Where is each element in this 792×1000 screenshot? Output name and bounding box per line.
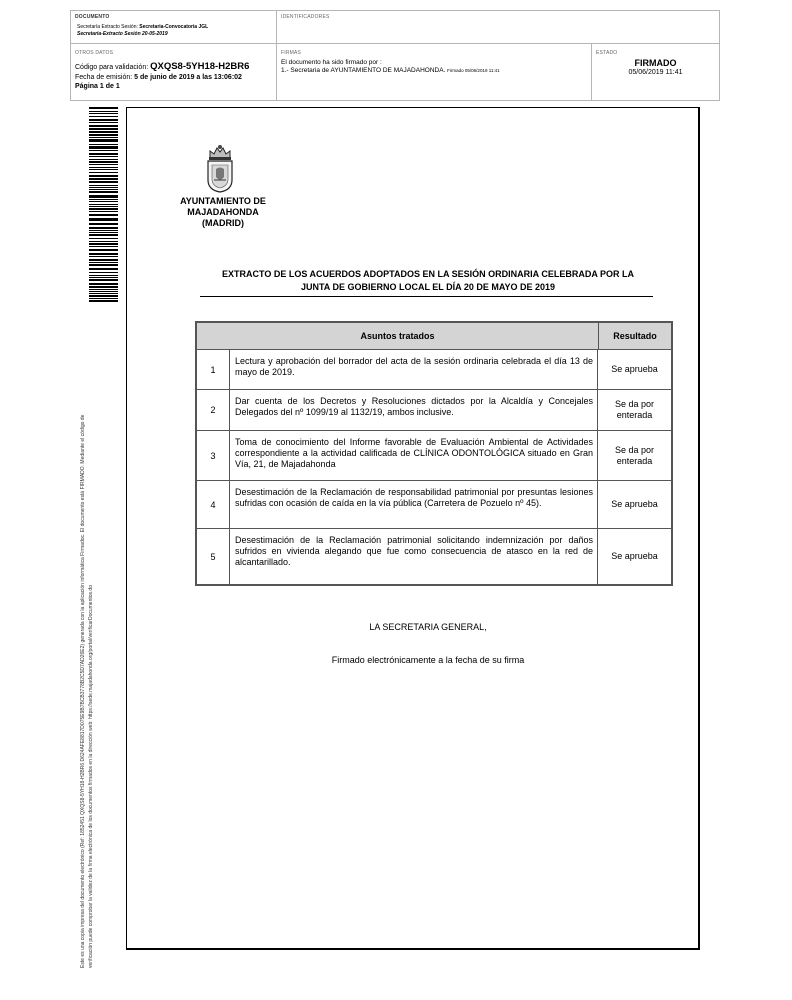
firmas-line1: El documento ha sido firmado por : [281,59,382,66]
barcode-bar [89,195,118,198]
documento-line2: Secretaria-Extracto Sesión 20-05-2019 [77,31,168,37]
barcode-bar [89,243,118,245]
barcode-bar [89,223,118,225]
barcode-bar [89,167,118,168]
estado-label: ESTADO [596,50,618,56]
barcode-bar [89,214,118,216]
org-line2: MAJADAHONDA [187,207,259,217]
header-otros-box [70,43,277,101]
row-text: Desestimación de la Reclamación patrimonial solicitando indemnización por daños sufridos en vivienda alegando que fue como consecuencia de atasco en la red de alcantarillado. [230,529,598,584]
barcode-bar [89,159,118,160]
row-result: Se aprueba [611,364,658,374]
barcode [89,107,118,303]
documento-line1: Secretaría Extracto Sesión: Secretaria-Convocatoria JGL [77,24,209,30]
barcode-bar [89,256,118,257]
barcode-bar [89,218,118,221]
side-verification-text [79,308,95,968]
signature-role: LA SECRETARIA GENERAL, [369,622,487,632]
barcode-bar [89,208,118,210]
row-text: Lectura y aprobación del borrador del acta de la sesión ordinaria celebrada el día 13 de mayo de 2019. [230,350,598,389]
barcode-bar [89,295,118,297]
title-underline [200,296,653,297]
barcode-bar [89,211,118,212]
row-text: Toma de conocimiento del Informe favorable de Evaluación Ambiental de Actividades correspondiente a la actividad calificada de CLÍNICA ODONTOLÓGICA situado en Gran Vía, 21, de Majadahonda [230,431,598,480]
table-row [197,389,671,430]
row-text: Desestimación de la Reclamación de responsabilidad patrimonial por presuntas lesiones sufridas con ocasión de caída en la vía pública (Carretera de Pozuelo nº 45). [230,481,598,528]
fecha-emision: Fecha de emisión: 5 de junio de 2019 a las 13:06:02 [75,74,242,81]
title-line1: EXTRACTO DE LOS ACUERDOS ADOPTADOS EN LA SESIÓN ORDINARIA CELEBRADA POR LA [221,269,635,279]
barcode-bar [89,291,118,292]
row-number: 5 [197,529,230,584]
barcode-bar [89,275,118,276]
barcode-bar [89,253,118,255]
barcode-bar [89,241,118,242]
barcode-bar [89,262,118,263]
barcode-bar [89,286,118,288]
barcode-bar [89,185,118,186]
barcode-bar [89,175,118,177]
barcode-bar [89,206,118,207]
barcode-bar [89,107,118,109]
barcode-bar [89,116,118,117]
barcode-bar [89,178,118,180]
row-text: Dar cuenta de los Decretos y Resoluciones dictados por la Alcaldía y Concejales Delegados del nº 1099/19 al 1132/19, ambos inclusive. [230,390,598,430]
barcode-bar [89,246,118,247]
barcode-bar [89,264,118,266]
barcode-bar [89,227,118,229]
identificadores-label: IDENTIFICADORES [281,14,330,20]
org-name [168,196,278,229]
documento-label: DOCUMENTO [75,14,110,20]
barcode-bar [89,249,118,251]
barcode-bar [89,172,118,173]
barcode-bar [89,139,118,142]
barcode-bar [89,259,118,261]
table-row [197,480,671,528]
barcode-bar [89,232,118,233]
signature-note: Firmado electrónicamente a la fecha de su firma [331,655,525,665]
title-line2: JUNTA DE GOBIERNO LOCAL EL DÍA 20 DE MAYO DE 2019 [300,282,556,292]
header-documento-box [70,10,277,44]
side-text-line1: Este es una copia impresa del documento electrónico (Ref: 1852451 QXQS8-5YH18-H2BR6 D624AFE8817D075E9B7BCB3778B2C5D7AD26E2) generada con la aplicación informática Firmadoc. El documento está FIRMADO. Mediante el código de [80,414,86,968]
barcode-bar [89,189,118,190]
estado-value: FIRMADO [634,58,677,68]
barcode-bar [89,187,118,188]
barcode-bar [89,279,118,281]
barcode-bar [89,298,118,299]
barcode-bar [89,128,118,130]
firmas-label: FIRMAS [281,50,302,56]
row-number: 4 [197,481,230,528]
barcode-bar [89,113,118,114]
pagina: Página 1 de 1 [75,83,120,90]
estado-fecha: 05/06/2019 11:41 [628,69,683,76]
table-row [197,528,671,584]
barcode-bar [89,191,118,193]
barcode-bar [89,181,118,183]
row-result: Se aprueba [611,551,658,561]
barcode-bar [89,289,118,290]
barcode-bar [89,169,118,170]
coat-of-arms-icon [203,144,237,194]
barcode-bar [89,201,118,202]
barcode-bar [89,293,118,294]
barcode-bar [89,146,118,149]
row-result: Se da por enterada [614,399,655,420]
asuntos-table [195,321,673,586]
firmas-line2: 1.- Secretaria de AYUNTAMIENTO DE MAJADAHONDA. Firmado 05/06/2019 11:41 [281,67,500,74]
barcode-bar [89,122,118,123]
barcode-bar [89,125,118,127]
barcode-bar [89,119,118,121]
barcode-bar [89,153,118,155]
table-header-row [197,323,671,349]
table-row [197,430,671,480]
barcode-bar [89,131,118,133]
header-estado-box [591,43,720,101]
header-asuntos: Asuntos tratados [197,323,599,349]
header-firmas-box [276,43,592,101]
header-identificadores-box [276,10,720,44]
codigo-validacion: Código para validación: QXQS8-5YH18-H2BR6 [75,61,250,72]
barcode-bar [89,156,118,157]
barcode-bar [89,144,118,145]
barcode-bar [89,272,118,273]
barcode-bar [89,111,118,112]
barcode-bar [89,268,118,270]
barcode-bar [89,238,118,239]
side-text-line2: verificación puede comprobar la validez de la firma electrónica de los documentos firmados en la dirección web: https://sede.majadahonda.org/portal/verificarDocumentos.do [88,585,94,968]
barcode-bar [89,150,118,151]
barcode-bar [89,300,118,302]
document-title [196,268,660,294]
row-result: Se da por enterada [614,444,655,466]
barcode-bar [89,234,118,236]
barcode-bar [89,137,118,138]
barcode-bar [89,230,118,231]
row-number: 3 [197,431,230,480]
frame-shadow-right [698,107,700,950]
row-number: 2 [197,390,230,430]
barcode-bar [89,204,118,205]
row-number: 1 [197,350,230,389]
table-row [197,349,671,389]
barcode-bar [89,161,118,163]
frame-shadow-bottom [126,948,700,950]
otros-label: OTROS DATOS [75,50,114,56]
barcode-bar [89,283,118,285]
barcode-bar [89,277,118,278]
row-result: Se aprueba [611,499,658,509]
org-line3: (MADRID) [202,218,244,228]
barcode-bar [89,164,118,165]
barcode-bar [89,134,118,136]
barcode-bar [89,199,118,200]
header-resultado: Resultado [613,330,657,341]
org-line1: AYUNTAMIENTO DE [180,196,266,206]
